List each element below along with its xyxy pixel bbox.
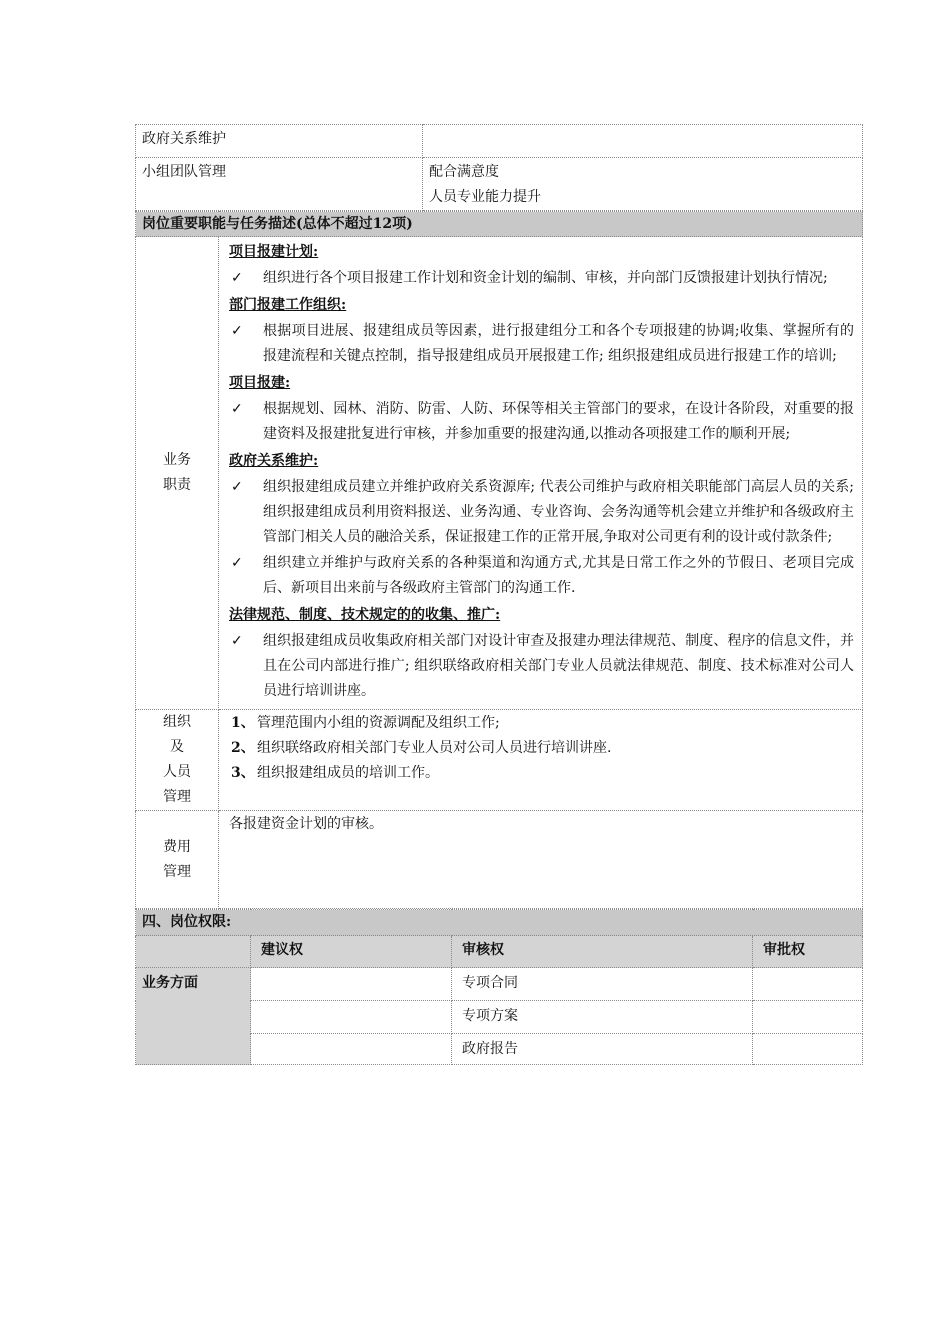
list-item (229, 319, 854, 369)
authority-col-header-row (136, 936, 863, 968)
row-group-label: 业务方面 (136, 968, 251, 1065)
org-content (219, 710, 863, 811)
label-line: 管理 (163, 863, 191, 880)
list-item (229, 629, 854, 704)
authority-table (135, 909, 863, 1065)
table-row (136, 968, 863, 1001)
kpi-item: 人员专业能力提升 (429, 189, 541, 205)
duties-table (135, 211, 863, 909)
item-number: 3、 (231, 765, 255, 781)
kpi-item: 配合满意度 (429, 164, 499, 180)
review-cell: 专项合同 (452, 968, 753, 1001)
table-row (136, 158, 863, 211)
label-line: 组织 (163, 714, 191, 730)
approve-cell (753, 1034, 863, 1065)
org-row (136, 710, 863, 811)
cost-content: 各报建资金计划的审核。 (219, 811, 863, 909)
col-header-approve: 审批权 (753, 936, 863, 968)
label-line: 职责 (163, 477, 191, 493)
label-line: 人员 (163, 764, 191, 780)
row-left-cell: 政府关系维护 (136, 125, 423, 158)
suggest-cell (251, 968, 452, 1001)
table-row (136, 125, 863, 158)
review-cell: 政府报告 (452, 1034, 753, 1065)
section-title: 项目报建: (229, 375, 291, 391)
review-cell: 专项方案 (452, 1001, 753, 1034)
business-label (136, 237, 219, 710)
list-item (229, 711, 854, 736)
item-number: 2、 (231, 740, 255, 756)
suggest-cell (251, 1034, 452, 1065)
label-line: 费用 (163, 838, 191, 855)
item-text: 组织进行各个项目报建工作计划和资金计划的编制、审核，并向部门反馈报建计划执行情况; (263, 270, 828, 286)
list-item (229, 475, 854, 550)
section-title: 法律规范、制度、技术规定的的收集、推广: (229, 607, 501, 623)
label-line: 业务 (163, 452, 191, 468)
list-item (229, 551, 854, 601)
checkmark-icon: ✓ (231, 401, 243, 417)
item-text: 管理范围内小组的资源调配及组织工作; (257, 715, 500, 731)
item-text: 组织建立并维护与政府关系的各种渠道和沟通方式,尤其是日常工作之外的节假日、老项目完成后、新项目出来前与各级政府主管部门的沟通工作. (263, 555, 855, 596)
org-label (136, 710, 219, 811)
item-text: 根据项目进展、报建组成员等因素，进行报建组分工和各个专项报建的协调;收集、掌握所有的报建流程和关键点控制，指导报建组成员开展报建工作; 组织报建组成员进行报建工作的培训; (263, 323, 855, 364)
checkmark-icon: ✓ (231, 323, 243, 339)
approve-cell (753, 1001, 863, 1034)
col-header-review: 审核权 (452, 936, 753, 968)
cost-label (136, 811, 219, 909)
col-header-suggest: 建议权 (251, 936, 452, 968)
item-text: 根据规划、园林、消防、防雷、人防、环保等相关主管部门的要求，在设计各阶段，对重要的报建资料及报建批复进行审核，并参加重要的报建沟通,以推动各项报建工作的顺利开展; (263, 401, 855, 442)
section-header-row (136, 212, 863, 237)
checkmark-icon: ✓ (231, 270, 243, 286)
checkmark-icon: ✓ (231, 555, 243, 571)
list-item (229, 397, 854, 447)
list-item (229, 736, 854, 761)
section-title: 政府关系维护: (229, 453, 319, 469)
item-text: 组织联络政府相关部门专业人员对公司人员进行培训讲座. (257, 740, 612, 756)
cost-row (136, 811, 863, 909)
list-item (229, 761, 854, 786)
item-text: 组织报建组成员收集政府相关部门对设计审查及报建办理法律规范、制度、程序的信息文件，并且在公司内部进行推广; 组织联络政府相关部门专业人员就法律规范、制度、技术标准对公司人员进行培训讲座。 (263, 633, 855, 699)
row-right-cell (423, 158, 863, 211)
row-right-cell (423, 125, 863, 158)
suggest-cell (251, 1001, 452, 1034)
row-left-cell: 小组团队管理 (136, 158, 423, 211)
list-item (229, 266, 854, 291)
label-line: 及 (170, 739, 184, 755)
item-text: 组织报建组成员的培训工作。 (257, 765, 439, 781)
top-table (135, 124, 863, 211)
label-line: 管理 (163, 789, 191, 805)
item-text: 组织报建组成员建立并维护政府关系资源库; 代表公司维护与政府相关职能部门高层人员的关系; 组织报建组成员利用资料报送、业务沟通、专业咨询、会务沟通等机会建立并维护和各级政府主管部门相关人员的融洽关系，保证报建工作的正常开展,争取对公司更有利的设计或付款条件; (263, 479, 855, 545)
section-title: 部门报建工作组织: (229, 297, 347, 313)
corner-cell (136, 936, 251, 968)
section-header-row (136, 910, 863, 936)
duties-header: 岗位重要职能与任务描述(总体不超过12项) (136, 212, 863, 237)
item-number: 1、 (231, 715, 255, 731)
business-content (219, 237, 863, 710)
business-row (136, 237, 863, 710)
checkmark-icon: ✓ (231, 633, 243, 649)
checkmark-icon: ✓ (231, 479, 243, 495)
authority-header: 四、岗位权限: (136, 910, 863, 936)
job-description-page (135, 124, 862, 1065)
section-title: 项目报建计划: (229, 244, 319, 260)
approve-cell (753, 968, 863, 1001)
